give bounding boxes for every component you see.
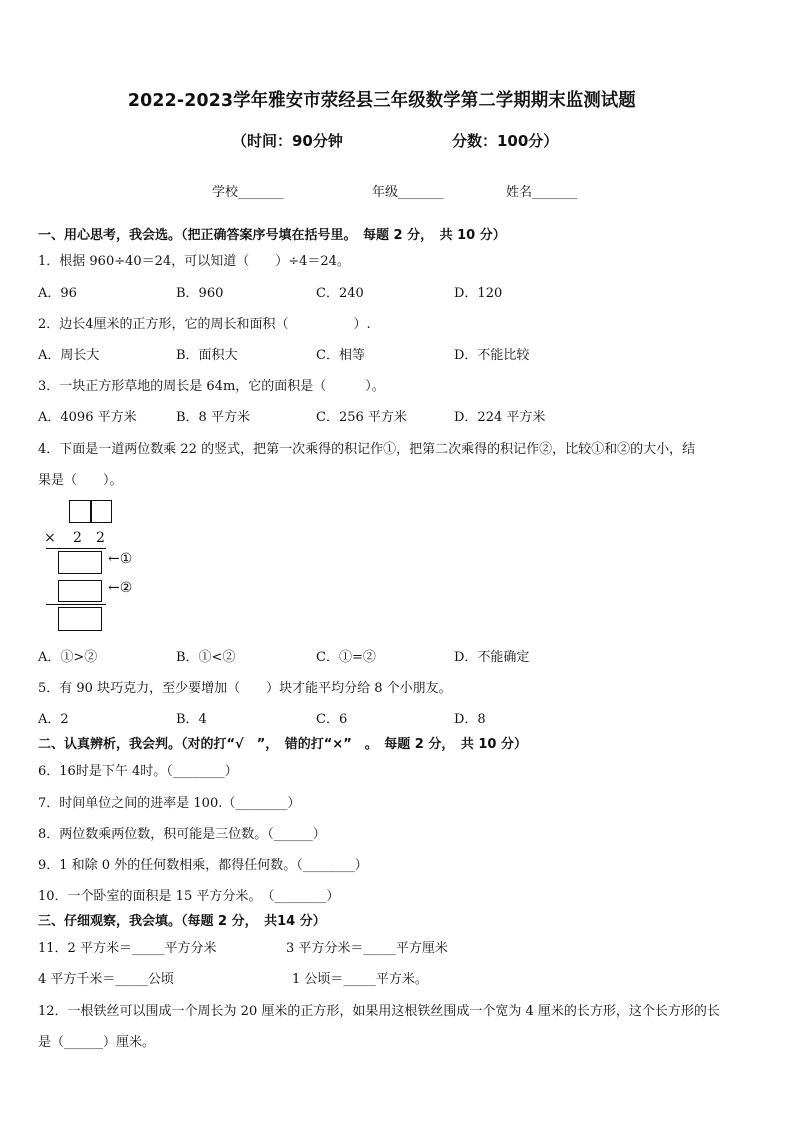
q3-option-d: D．224 平方米 [454, 410, 546, 425]
q4-option-a: A．①>② [38, 650, 98, 665]
multiplier-digit-2: 2 [96, 530, 105, 546]
section-1-heading: 一、用心思考，我会选。（把正确答案序号填在括号里。 每题 2 分， 共 10 分） [38, 228, 506, 243]
question-10: 10．一个卧室的面积是 15 平方分米。 （________） [38, 889, 340, 904]
arrow-label-1: ←① [108, 551, 133, 567]
multiplication-line [46, 548, 106, 549]
question-11-part-d: 1 公顷＝_____平方米。 [292, 972, 428, 987]
question-12: 12．一根铁丝可以围成一个周长为 20 厘米的正方形，如果用这根铁丝围成一个宽为 4 厘米的长方形，这个长方形的长 [38, 1004, 720, 1019]
exam-score: 分数：100分） [452, 132, 559, 150]
question-1: 1．根据 960÷40＝24，可以知道（ ）÷4＝24。 [38, 254, 350, 269]
question-3: 3．一块正方形草地的周长是 64m，它的面积是（ ）。 [38, 379, 385, 394]
page-title: 2022-2023学年雅安市荥经县三年级数学第二学期期末监测试题 [127, 90, 636, 111]
q3-option-a: A．4096 平方米 [38, 410, 137, 425]
question-12-cont: 是（______）厘米。 [38, 1035, 156, 1050]
q1-option-a: A．96 [38, 286, 77, 301]
q5-option-d: D．8 [454, 712, 486, 727]
q1-option-c: C．240 [316, 286, 364, 301]
question-4: 4．下面是一道两位数乘 22 的竖式，把第一次乘得的积记作①，把第二次乘得的积记作②，比较①和②的大小，结 [38, 442, 696, 457]
question-6: 6．16时是下午 4时。（________） [38, 764, 238, 779]
q3-option-c: C．256 平方米 [316, 410, 407, 425]
question-2: 2．边长4厘米的正方形，它的周长和面积（ ）. [38, 317, 371, 332]
question-9: 9．1 和除 0 外的任何数相乘，都得任何数。（________） [38, 858, 368, 873]
q5-option-c: C．6 [316, 712, 348, 727]
q2-option-d: D．不能比较 [454, 348, 530, 363]
question-8: 8．两位数乘两位数，积可能是三位数。（______） [38, 827, 326, 842]
q5-option-b: B．4 [176, 712, 207, 727]
q2-option-c: C．相等 [316, 348, 365, 363]
school-field: 学校_______ [212, 185, 284, 200]
question-11-part-c: 4 平方千米＝_____公顷 [38, 972, 174, 987]
section-3-heading: 三、仔细观察，我会填。（每题 2 分， 共14 分） [38, 914, 326, 929]
question-11-part-b: 3 平方分米＝_____平方厘米 [286, 941, 448, 956]
arrow-label-2: ←② [108, 580, 133, 596]
q1-option-d: D．120 [454, 286, 503, 301]
question-4-cont: 果是（ ）。 [38, 473, 123, 488]
product-box-2 [58, 580, 102, 602]
section-2-heading: 二、认真辨析，我会判。（对的打“√ ”， 错的打“×” 。 每题 2 分， 共 10 分） [38, 737, 527, 752]
name-field: 姓名_______ [506, 185, 578, 200]
q1-option-b: B．960 [176, 286, 224, 301]
exam-time: （时间：90分钟 [232, 132, 343, 150]
q4-option-d: D．不能确定 [454, 650, 530, 665]
q2-option-b: B．面积大 [176, 348, 238, 363]
q2-option-a: A．周长大 [38, 348, 100, 363]
final-product-box [58, 607, 102, 631]
sum-line [46, 604, 106, 605]
times-sign: × [44, 530, 56, 546]
digit-box-ones [91, 500, 112, 523]
multiplier-digit-1: 2 [73, 530, 82, 546]
q3-option-b: B．8 平方米 [176, 410, 250, 425]
question-11-part-a: 11．2 平方米＝_____平方分米 [38, 941, 217, 956]
q4-option-c: C．①=② [316, 650, 376, 665]
digit-box-tens [69, 500, 91, 523]
question-7: 7．时间单位之间的进率是 100.（________） [38, 796, 301, 811]
product-box-1 [58, 551, 102, 574]
q4-option-b: B．①<② [176, 650, 236, 665]
grade-field: 年级_______ [372, 185, 444, 200]
q5-option-a: A．2 [38, 712, 69, 727]
question-5: 5．有 90 块巧克力，至少要增加（ ）块才能平均分给 8 个小朋友。 [38, 681, 452, 696]
